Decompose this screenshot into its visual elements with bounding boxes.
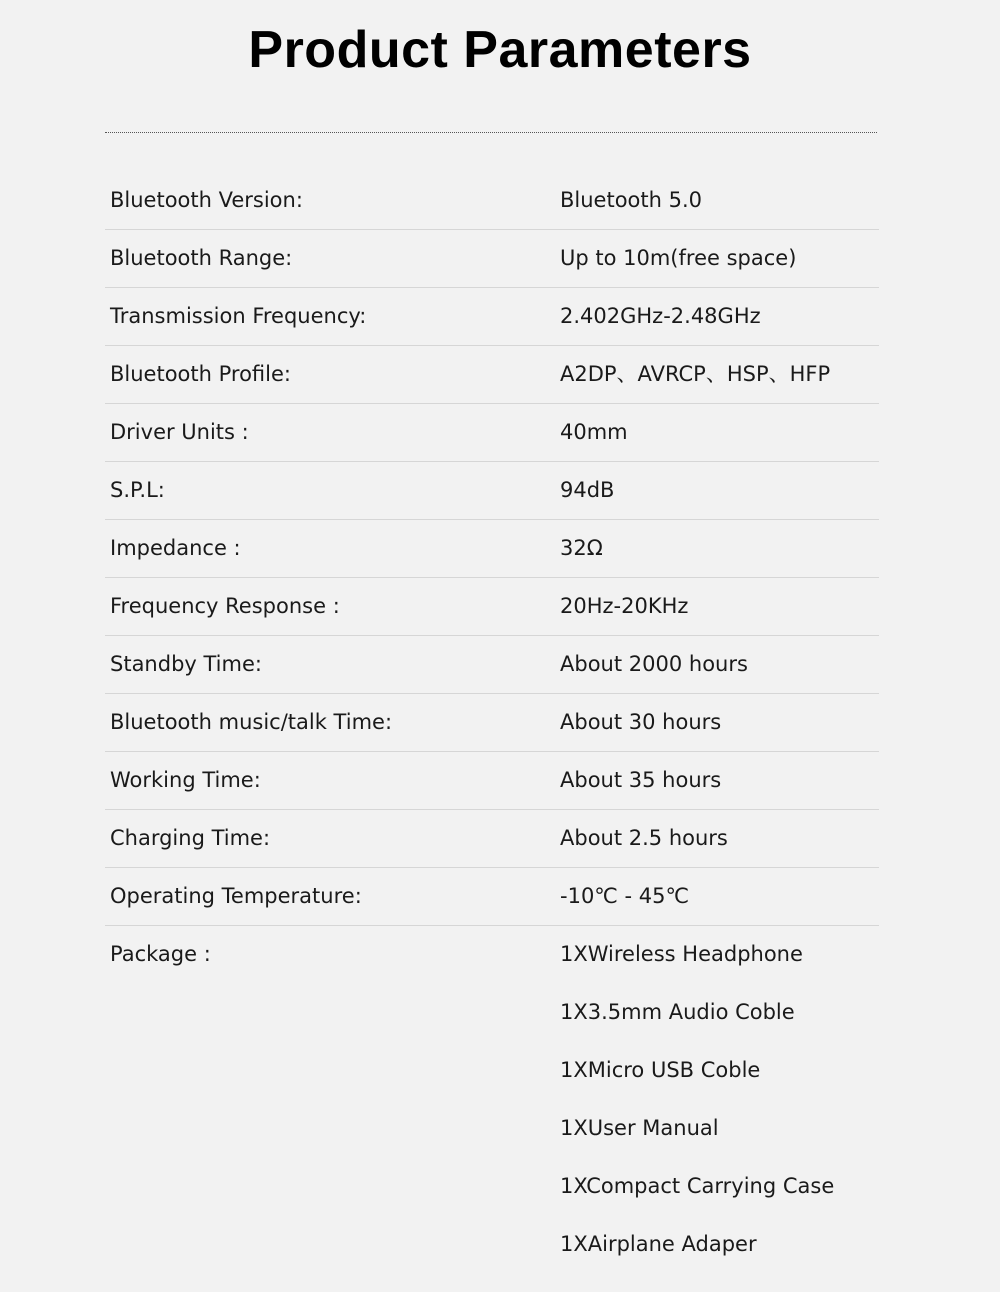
param-row-bluetooth-profile — [105, 346, 879, 404]
package-item: 1XMicro USB Coble — [560, 1058, 761, 1082]
param-label: Charging Time: — [110, 826, 271, 850]
param-label: Bluetooth Profile: — [110, 362, 291, 386]
param-value: 94dB — [560, 478, 615, 502]
package-items-list — [560, 926, 834, 1274]
package-item: 1X3.5mm Audio Coble — [560, 1000, 795, 1024]
param-label: Bluetooth Version: — [110, 188, 303, 212]
param-row-spl — [105, 462, 879, 520]
param-row-bluetooth-version — [105, 172, 879, 230]
param-label: Driver Units : — [110, 420, 249, 444]
param-label: Bluetooth Range: — [110, 246, 293, 270]
param-label: Transmission Frequency: — [110, 304, 367, 328]
param-label: S.P.L: — [110, 478, 165, 502]
param-value: 2.402GHz-2.48GHz — [560, 304, 761, 328]
param-row-frequency-response — [105, 578, 879, 636]
param-value: About 2000 hours — [560, 652, 748, 676]
param-label: Operating Temperature: — [110, 884, 362, 908]
param-value: Bluetooth 5.0 — [560, 188, 703, 212]
param-row-impedance — [105, 520, 879, 578]
param-row-music-talk-time — [105, 694, 879, 752]
package-label: Package : — [110, 942, 211, 966]
param-row-driver-units — [105, 404, 879, 462]
param-row-bluetooth-range — [105, 230, 879, 288]
param-row-operating-temperature — [105, 868, 879, 926]
param-value: -10℃ - 45℃ — [560, 884, 690, 908]
param-label: Working Time: — [110, 768, 261, 792]
param-row-package — [105, 926, 879, 1274]
param-label: Bluetooth music/talk Time: — [110, 710, 393, 734]
param-label: Impedance : — [110, 536, 241, 560]
title-divider — [105, 132, 877, 133]
param-value: Up to 10m(free space) — [560, 246, 797, 270]
param-value: A2DP、AVRCP、HSP、HFP — [560, 362, 831, 386]
package-item: 1XAirplane Adaper — [560, 1232, 757, 1256]
package-item: 1XWireless Headphone — [560, 942, 803, 966]
param-label: Frequency Response : — [110, 594, 340, 618]
page-title: Product Parameters — [248, 21, 752, 79]
param-row-standby-time — [105, 636, 879, 694]
package-item: 1XUser Manual — [560, 1116, 719, 1140]
param-label: Standby Time: — [110, 652, 262, 676]
param-value: 40mm — [560, 420, 628, 444]
param-row-transmission-frequency — [105, 288, 879, 346]
param-value: About 30 hours — [560, 710, 722, 734]
param-row-charging-time — [105, 810, 879, 868]
param-value: 20Hz-20KHz — [560, 594, 689, 618]
param-value: About 2.5 hours — [560, 826, 728, 850]
param-row-working-time — [105, 752, 879, 810]
package-item: 1XCompact Carrying Case — [560, 1174, 835, 1198]
param-value: About 35 hours — [560, 768, 722, 792]
parameters-table — [105, 172, 879, 1274]
param-value: 32Ω — [560, 536, 603, 560]
